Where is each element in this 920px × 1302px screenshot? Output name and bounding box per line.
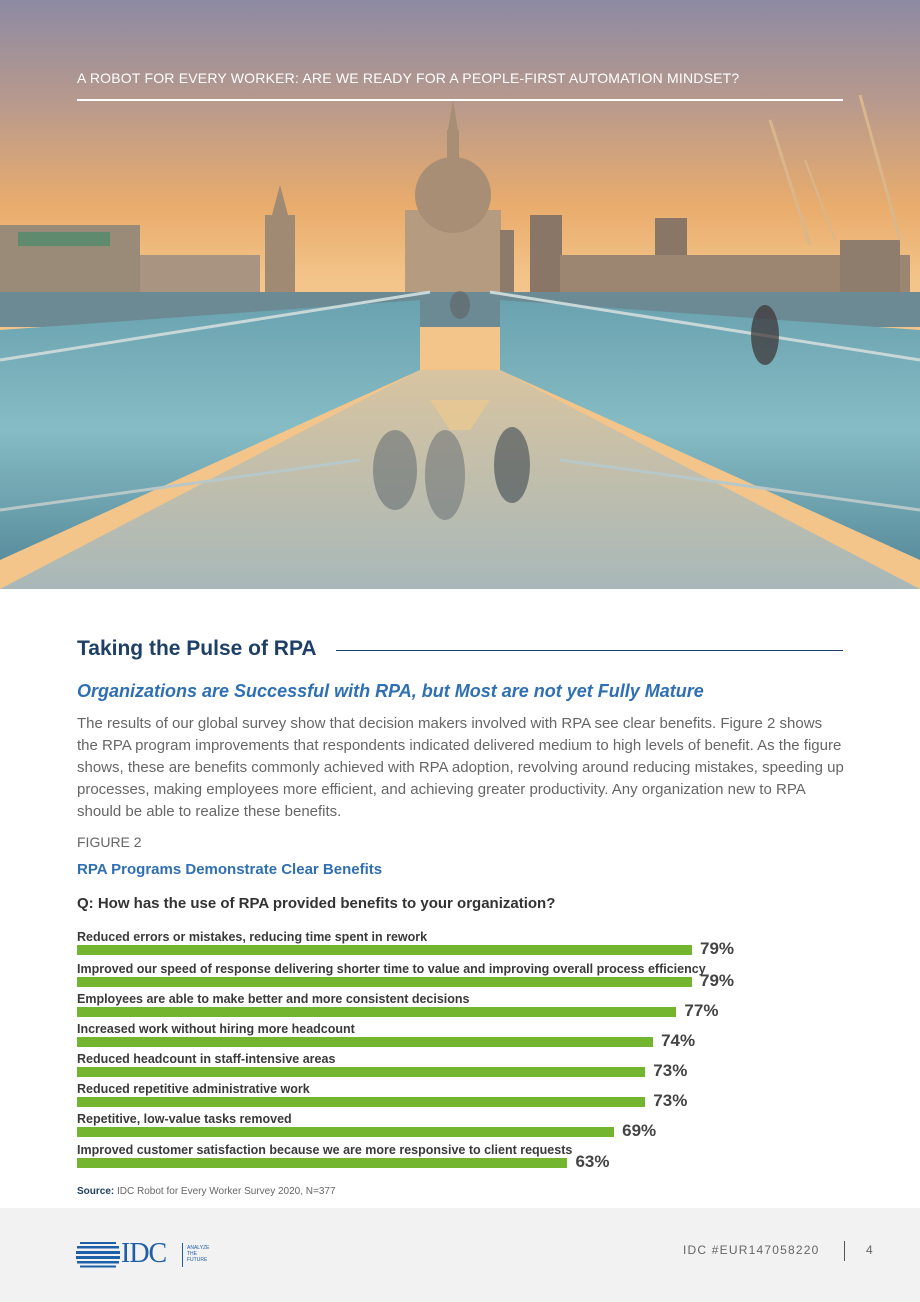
idc-globe-icon bbox=[76, 1240, 120, 1273]
bar bbox=[77, 977, 692, 987]
survey-question: Q: How has the use of RPA provided benefits to your organization? bbox=[77, 895, 556, 912]
idc-logo-text: IDC bbox=[121, 1238, 167, 1269]
logo-tagline-line: ANALYZE bbox=[187, 1245, 210, 1251]
bar bbox=[77, 1007, 676, 1017]
logo-divider bbox=[182, 1243, 183, 1267]
section-title: Taking the Pulse of RPA bbox=[77, 637, 317, 660]
section-title-rule bbox=[336, 650, 843, 651]
bar-value-label: 73% bbox=[653, 1091, 688, 1110]
logo-tagline-line: THE bbox=[187, 1251, 197, 1257]
hero-photo bbox=[0, 0, 920, 589]
bar bbox=[77, 1127, 614, 1137]
bar bbox=[77, 945, 692, 955]
bar bbox=[77, 1097, 645, 1107]
bar-label: Improved our speed of response delivering shorter time to value and improving overall process efficiency bbox=[77, 962, 706, 976]
subheading: Organizations are Successful with RPA, but Most are not yet Fully Mature bbox=[77, 681, 704, 701]
bar bbox=[77, 1037, 653, 1047]
bar-label: Increased work without hiring more headcount bbox=[77, 1022, 355, 1036]
page-number: 4 bbox=[866, 1243, 873, 1257]
bar bbox=[77, 1067, 645, 1077]
figure-title: RPA Programs Demonstrate Clear Benefits bbox=[77, 861, 383, 878]
bar-value-label: 63% bbox=[575, 1152, 610, 1171]
source-text: IDC Robot for Every Worker Survey 2020, N=377 bbox=[117, 1186, 336, 1197]
header-rule bbox=[77, 99, 843, 101]
logo-tagline bbox=[187, 1245, 209, 1263]
footer-divider bbox=[844, 1241, 845, 1261]
bar-value-label: 74% bbox=[661, 1031, 696, 1050]
bar-value-label: 79% bbox=[700, 939, 735, 958]
bar-value-label: 69% bbox=[622, 1121, 657, 1140]
source-label: Source: bbox=[77, 1186, 115, 1197]
bar-value-label: 73% bbox=[653, 1061, 688, 1080]
bar-label: Reduced repetitive administrative work bbox=[77, 1082, 310, 1096]
logo-tagline-line: FUTURE bbox=[187, 1257, 208, 1263]
bar-label: Reduced headcount in staff-intensive areas bbox=[77, 1052, 336, 1066]
source-note bbox=[77, 1186, 336, 1197]
body-paragraph: The results of our global survey show that decision makers involved with RPA see clear benefits. Figure 2 shows the RPA program improvements that respondents indicated delivered medium to high levels of benefit. As the figure shows, these are benefits commonly achieved with RPA adoption, revolving around reducing mistakes, speeding up processes, making employees more efficient, and achieving greater productivity. Any organization new to RPA should be able to realize these benefits. bbox=[77, 715, 844, 820]
document-id: IDC #EUR147058220 bbox=[683, 1243, 820, 1257]
bar-value-label: 79% bbox=[700, 971, 735, 990]
bar-label: Reduced errors or mistakes, reducing time spent in rework bbox=[77, 930, 428, 944]
figure-label: FIGURE 2 bbox=[77, 834, 142, 850]
running-header: A ROBOT FOR EVERY WORKER: ARE WE READY FOR A PEOPLE-FIRST AUTOMATION MINDSET? bbox=[77, 70, 740, 86]
bar-label: Repetitive, low-value tasks removed bbox=[77, 1112, 292, 1126]
bar-label: Improved customer satisfaction because we are more responsive to client requests bbox=[77, 1143, 573, 1157]
bar bbox=[77, 1158, 567, 1168]
bar-label: Employees are able to make better and more consistent decisions bbox=[77, 992, 470, 1006]
bar-value-label: 77% bbox=[684, 1001, 719, 1020]
